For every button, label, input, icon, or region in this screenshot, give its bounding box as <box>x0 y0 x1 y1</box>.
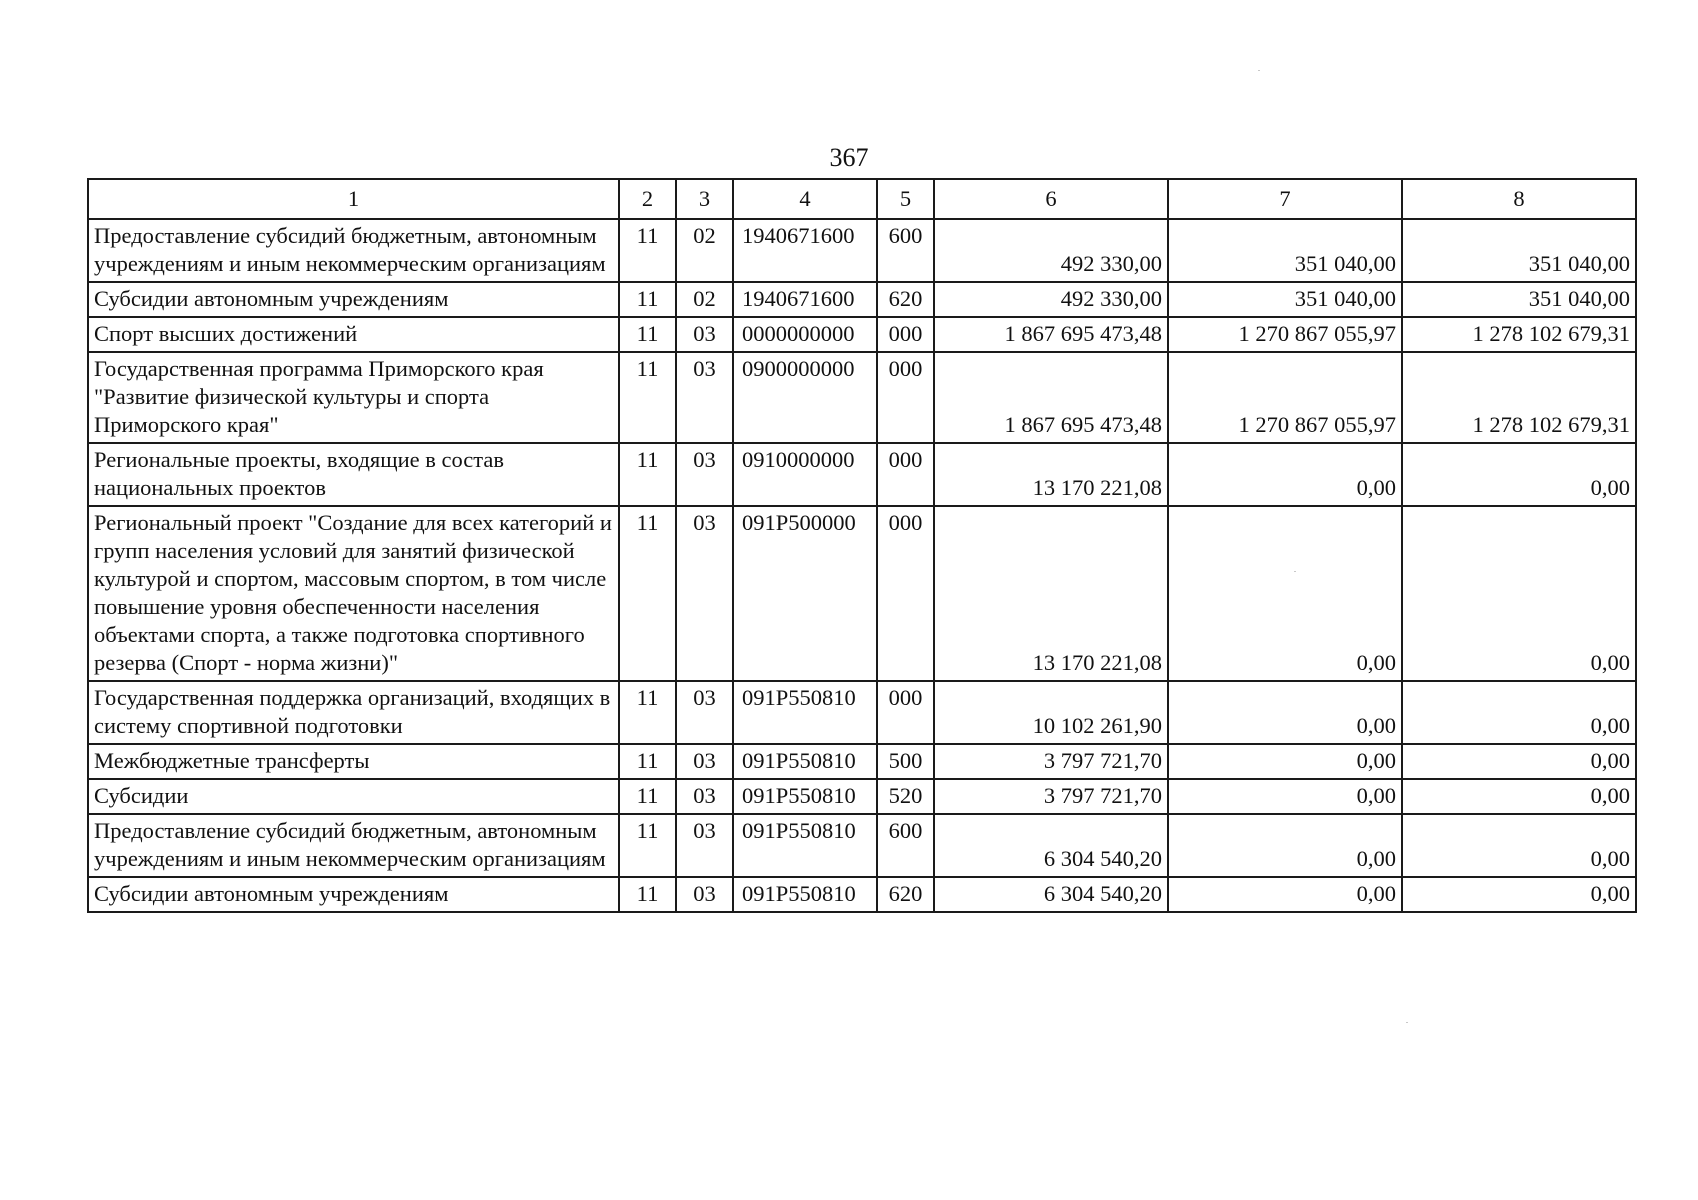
row-name: Субсидии автономным учреждениям <box>88 877 619 912</box>
table-header <box>88 179 1636 219</box>
row-expense-type: 600 <box>877 219 934 282</box>
row-amount-year1: 492 330,00 <box>934 219 1168 282</box>
row-subsection: 03 <box>676 317 733 352</box>
table-row <box>88 506 1636 681</box>
row-amount-year3: 0,00 <box>1402 443 1636 506</box>
row-amount-year2: 0,00 <box>1168 814 1402 877</box>
row-expense-type: 620 <box>877 282 934 317</box>
row-amount-year1: 1 867 695 473,48 <box>934 317 1168 352</box>
header-col-6: 6 <box>934 179 1168 219</box>
row-section: 11 <box>619 779 676 814</box>
row-amount-year2: 1 270 867 055,97 <box>1168 352 1402 443</box>
table-row <box>88 814 1636 877</box>
header-col-2: 2 <box>619 179 676 219</box>
row-name: Спорт высших достижений <box>88 317 619 352</box>
table-body <box>88 219 1636 912</box>
row-amount-year3: 0,00 <box>1402 779 1636 814</box>
row-target-article: 091P550810 <box>733 779 877 814</box>
row-amount-year3: 1 278 102 679,31 <box>1402 352 1636 443</box>
row-name: Предоставление субсидий бюджетным, автономным учреждениям и иным некоммерческим организациям <box>88 814 619 877</box>
row-amount-year2: 351 040,00 <box>1168 282 1402 317</box>
row-amount-year3: 0,00 <box>1402 814 1636 877</box>
row-amount-year1: 492 330,00 <box>934 282 1168 317</box>
header-row <box>88 179 1636 219</box>
row-target-article: 0910000000 <box>733 443 877 506</box>
row-target-article: 0000000000 <box>733 317 877 352</box>
row-subsection: 03 <box>676 506 733 681</box>
row-expense-type: 000 <box>877 506 934 681</box>
row-name: Региональные проекты, входящие в состав национальных проектов <box>88 443 619 506</box>
row-section: 11 <box>619 814 676 877</box>
row-amount-year3: 0,00 <box>1402 506 1636 681</box>
row-expense-type: 600 <box>877 814 934 877</box>
row-amount-year1: 3 797 721,70 <box>934 779 1168 814</box>
scan-speck <box>1258 70 1260 71</box>
row-name: Государственная программа Приморского края "Развитие физической культуры и спорта Приморского края" <box>88 352 619 443</box>
row-subsection: 03 <box>676 352 733 443</box>
row-target-article: 091P550810 <box>733 814 877 877</box>
row-expense-type: 520 <box>877 779 934 814</box>
row-amount-year1: 13 170 221,08 <box>934 443 1168 506</box>
row-section: 11 <box>619 282 676 317</box>
row-amount-year1: 1 867 695 473,48 <box>934 352 1168 443</box>
row-section: 11 <box>619 317 676 352</box>
row-amount-year2: 0,00 <box>1168 779 1402 814</box>
header-col-1: 1 <box>88 179 619 219</box>
row-section: 11 <box>619 877 676 912</box>
row-amount-year1: 6 304 540,20 <box>934 814 1168 877</box>
row-target-article: 0900000000 <box>733 352 877 443</box>
row-subsection: 03 <box>676 681 733 744</box>
row-amount-year2: 0,00 <box>1168 877 1402 912</box>
table-row <box>88 282 1636 317</box>
row-name: Государственная поддержка организаций, входящих в систему спортивной подготовки <box>88 681 619 744</box>
row-amount-year2: 1 270 867 055,97 <box>1168 317 1402 352</box>
row-amount-year1: 3 797 721,70 <box>934 744 1168 779</box>
scan-speck <box>1294 571 1296 572</box>
row-amount-year2: 0,00 <box>1168 744 1402 779</box>
row-expense-type: 000 <box>877 681 934 744</box>
row-name: Региональный проект "Создание для всех категорий и групп населения условий для занятий физической культурой и спортом, массовым спортом, в том числе повышение уровня обеспеченности населения объектами спорта, а также подготовка спортивного резерва (Спорт - норма жизни)" <box>88 506 619 681</box>
row-name: Субсидии автономным учреждениям <box>88 282 619 317</box>
row-section: 11 <box>619 506 676 681</box>
row-expense-type: 000 <box>877 352 934 443</box>
row-section: 11 <box>619 352 676 443</box>
row-target-article: 091P550810 <box>733 681 877 744</box>
row-expense-type: 000 <box>877 443 934 506</box>
row-target-article: 1940671600 <box>733 282 877 317</box>
row-section: 11 <box>619 681 676 744</box>
row-amount-year1: 13 170 221,08 <box>934 506 1168 681</box>
budget-table <box>87 178 1637 913</box>
table-row <box>88 219 1636 282</box>
row-amount-year2: 0,00 <box>1168 681 1402 744</box>
row-subsection: 02 <box>676 282 733 317</box>
row-expense-type: 500 <box>877 744 934 779</box>
row-amount-year2: 0,00 <box>1168 443 1402 506</box>
row-target-article: 091P550810 <box>733 744 877 779</box>
row-section: 11 <box>619 219 676 282</box>
row-name: Межбюджетные трансферты <box>88 744 619 779</box>
table-row <box>88 317 1636 352</box>
header-col-8: 8 <box>1402 179 1636 219</box>
row-section: 11 <box>619 744 676 779</box>
header-col-4: 4 <box>733 179 877 219</box>
scan-speck <box>1406 1022 1408 1023</box>
row-amount-year3: 0,00 <box>1402 744 1636 779</box>
row-name: Предоставление субсидий бюджетным, автономным учреждениям и иным некоммерческим организациям <box>88 219 619 282</box>
table-row <box>88 352 1636 443</box>
row-amount-year3: 0,00 <box>1402 681 1636 744</box>
row-name: Субсидии <box>88 779 619 814</box>
header-col-3: 3 <box>676 179 733 219</box>
row-section: 11 <box>619 443 676 506</box>
table-row <box>88 779 1636 814</box>
row-amount-year2: 0,00 <box>1168 506 1402 681</box>
row-expense-type: 000 <box>877 317 934 352</box>
row-amount-year3: 1 278 102 679,31 <box>1402 317 1636 352</box>
table-row <box>88 443 1636 506</box>
table-row <box>88 681 1636 744</box>
row-subsection: 03 <box>676 779 733 814</box>
row-subsection: 03 <box>676 443 733 506</box>
row-target-article: 091P550810 <box>733 877 877 912</box>
table-row <box>88 877 1636 912</box>
row-subsection: 03 <box>676 877 733 912</box>
row-subsection: 03 <box>676 814 733 877</box>
row-amount-year3: 351 040,00 <box>1402 219 1636 282</box>
row-subsection: 03 <box>676 744 733 779</box>
table-row <box>88 744 1636 779</box>
header-col-7: 7 <box>1168 179 1402 219</box>
row-target-article: 1940671600 <box>733 219 877 282</box>
row-expense-type: 620 <box>877 877 934 912</box>
row-amount-year3: 351 040,00 <box>1402 282 1636 317</box>
row-amount-year1: 6 304 540,20 <box>934 877 1168 912</box>
row-amount-year3: 0,00 <box>1402 877 1636 912</box>
row-amount-year1: 10 102 261,90 <box>934 681 1168 744</box>
page-number: 367 <box>829 143 869 172</box>
header-col-5: 5 <box>877 179 934 219</box>
row-target-article: 091P500000 <box>733 506 877 681</box>
row-amount-year2: 351 040,00 <box>1168 219 1402 282</box>
row-subsection: 02 <box>676 219 733 282</box>
